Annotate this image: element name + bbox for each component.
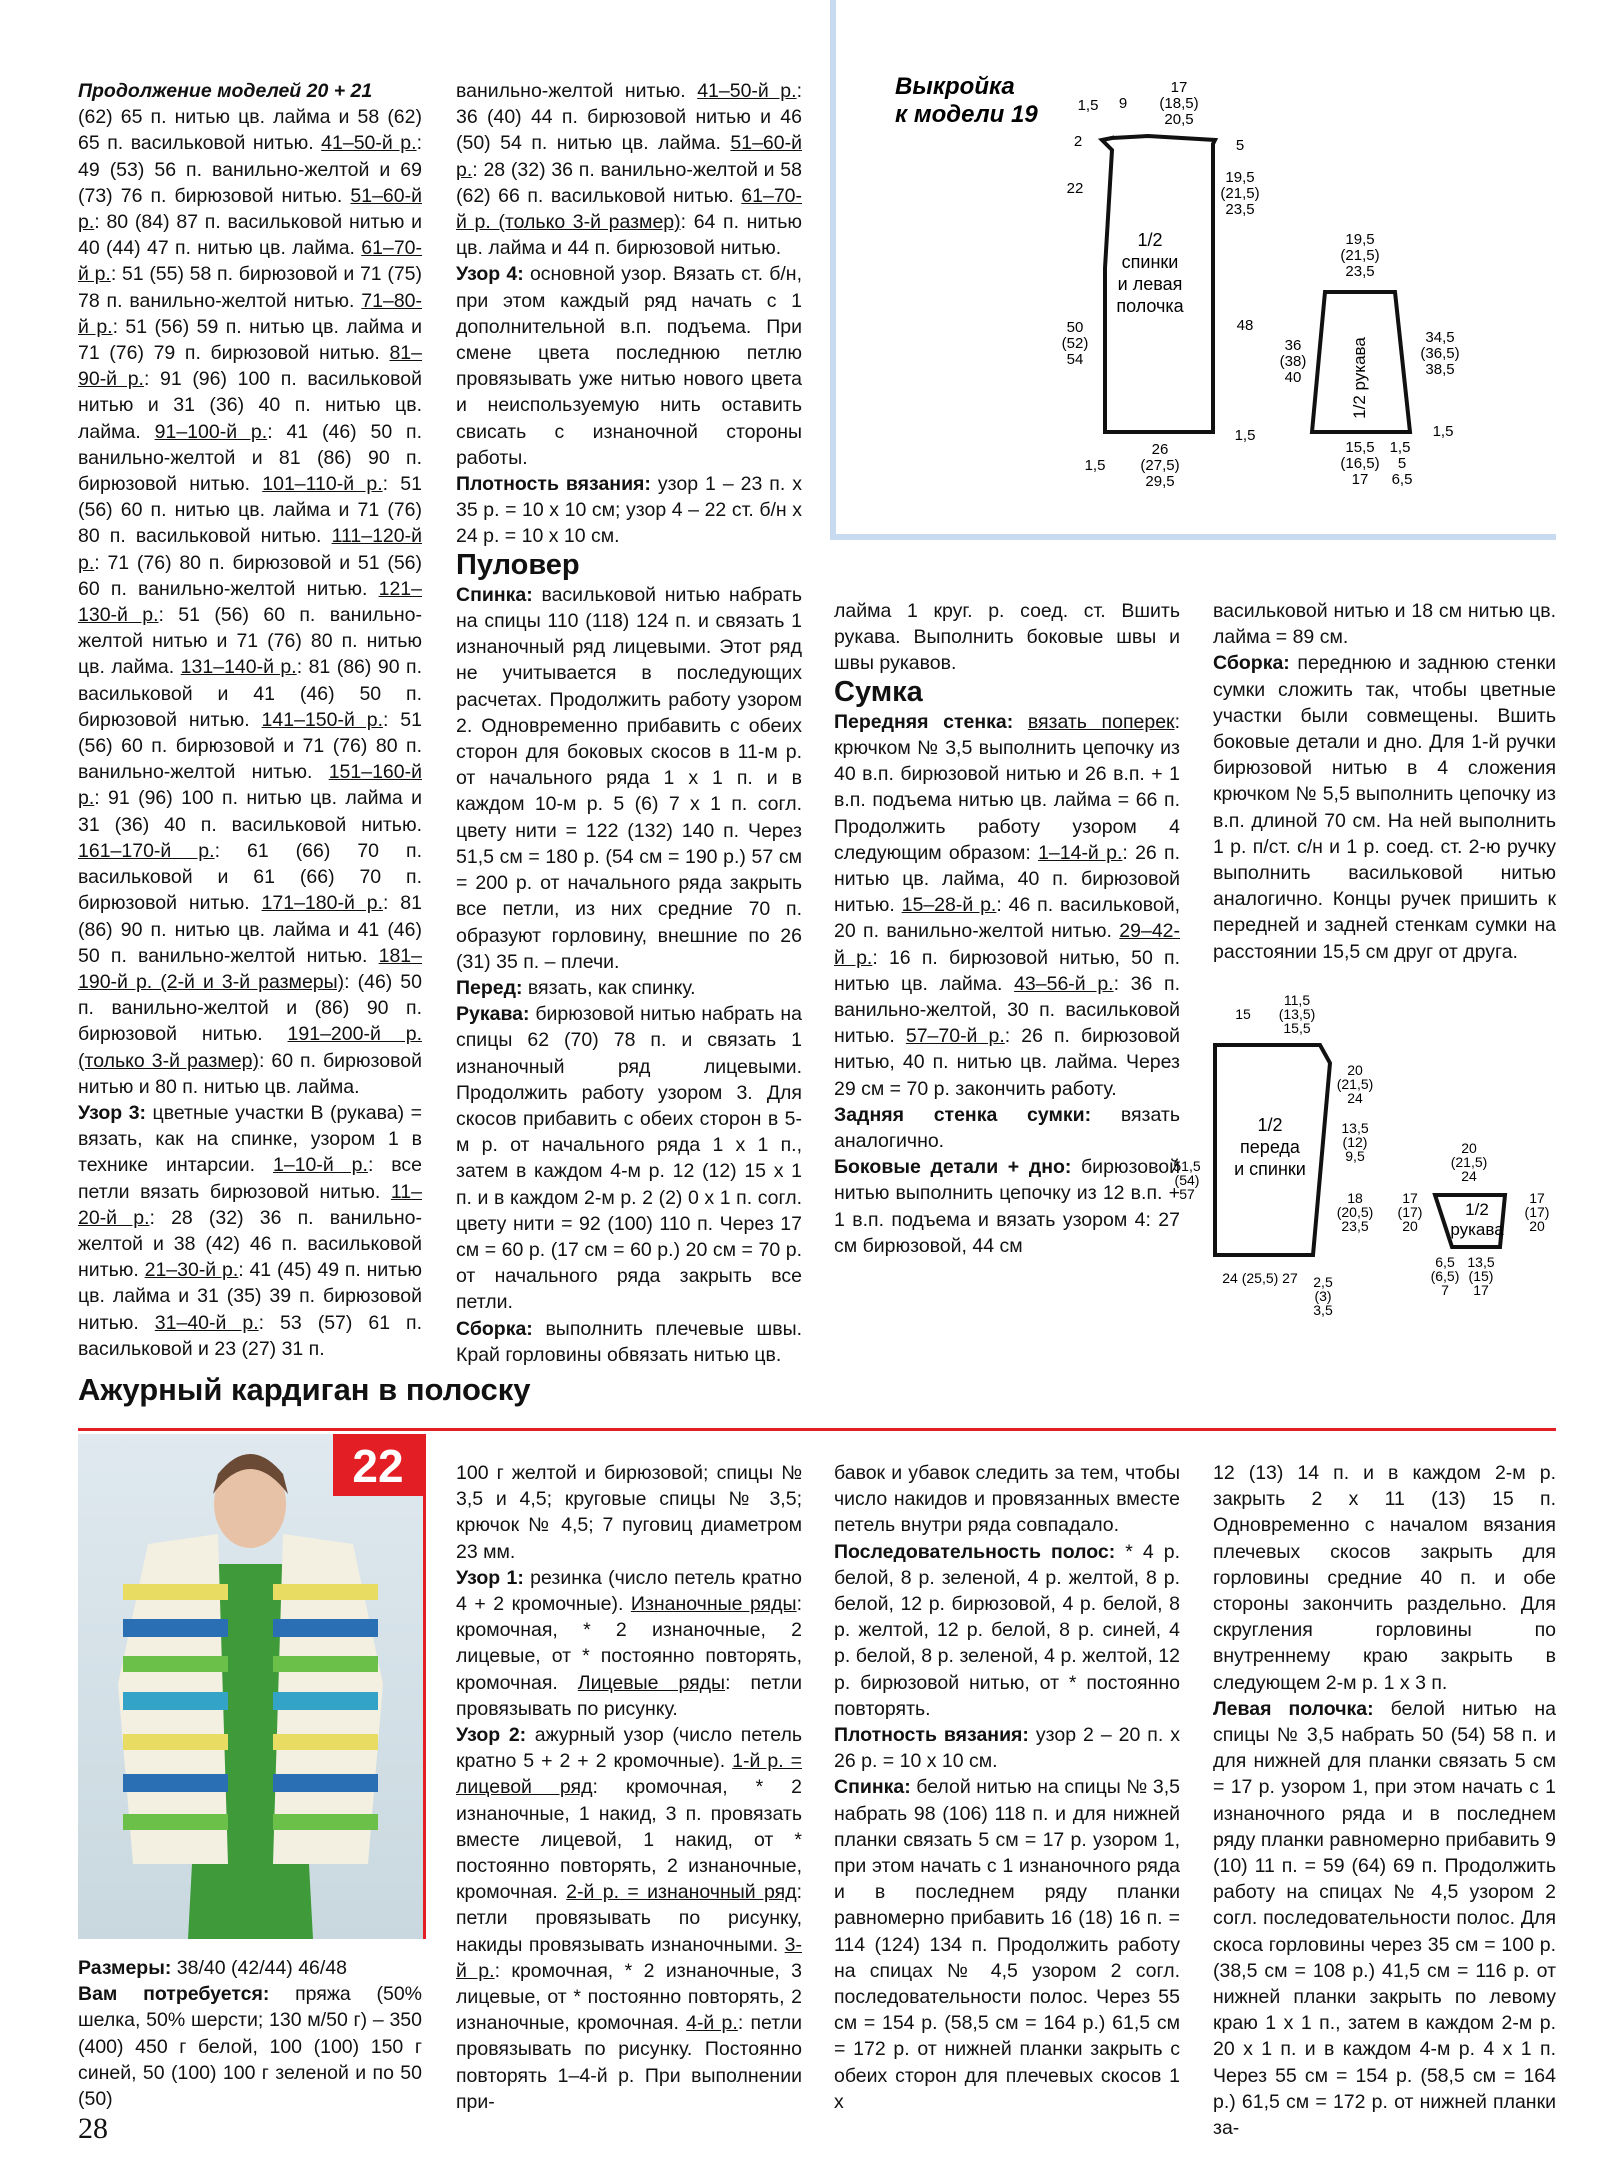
cardigan-column-1: [456, 1460, 802, 2115]
back-piece-label-3: и левая: [1117, 274, 1183, 294]
svg-text:(3): (3): [1314, 1288, 1332, 1304]
svg-text:18: 18: [1347, 1190, 1363, 1206]
paragraph: Размеры: 38/40 (42/44) 46/48: [78, 1957, 348, 1979]
svg-text:1,5: 1,5: [1084, 457, 1106, 474]
paragraph: бавок и убавок следить за тем, чтобы число накидов и провязанных вместе петель внутри ряда совпадало.: [834, 1462, 1180, 1537]
text-column-4: [1213, 598, 1556, 965]
paragraph: Плотность вязания: узор 2 – 20 п. х 26 р. = 10 х 10 см.: [834, 1724, 1180, 1773]
svg-text:(12): (12): [1342, 1134, 1368, 1150]
svg-text:1,5: 1,5: [1077, 97, 1099, 114]
paragraph: (62) 65 п. нитью цв. лайма и 58 (62) 65 п. васильковой нитью. 41–50-й р.: 49 (53) 56 п. ванильно-желтой и 69 (73) 76 п. бирюзовой нитью. 51–60-й р.: 80 (84) 87 п. васильковой нитью и 40 (44) 47 п. нитью цв. лайма. 61–70-й р.: 51 (55) 58 п. бирюзовой и 71 (75) 78 п. ванильно-желтой нитью. 71–80-й р.: 51 (56) 59 п. нитью цв. лайма и 71 (76) 79 п. бирюзовой нитью. 81–90-й р.: 91 (96) 100 п. васильковой нитью и 31 (36) 40 п. нитью цв. лайма. 91–100-й р.: 41 (46) 50 п. ванильно-желтой и 81 (86) 90 п. бирюзовой нитью. 101–110-й р.: 51 (56) 60 п. нитью цв. лайма и 71 (76) 80 п. васильковой нитью. 111–120-й р.: 71 (76) 80 п. бирюзовой и 51 (56) 60 п. ванильно-желтой нитью. 121–130-й р.: 51 (56) 60 п. ванильно-желтой нитью и 71 (76) 80 п. нитью цв. лайма. 131–140-й р.: 81 (86) 90 п. васильковой и 41 (46) 50 п. бирюзовой нитью. 141–150-й р.: 51 (56) 60 п. бирюзовой и 71 (76) 80 п. ванильно-желтой нитью. 151–160-й р.: 91 (96) 100 п. нитью цв. лайма и 31 (36) 40 п. васильковой нитью. 161–170-й р.: 61 (66) 70 п. васильковой и 61 (66) 70 п. бирюзовой нитью. 171–180-й р.: 81 (86) 90 п. нитью цв. лайма и 41 (46) 50 п. ванильно-желтой нитью. 181–190-й р. (2-й и 3-й размеры): (46) 50 п. ванильно-желтой и (86) 90 п. бирюзовой нитью. 191–200-й р. (только 3-й размер): 60 п. бирюзовой нитью и 80 п. нитью цв. лайма.: [78, 106, 423, 1098]
svg-text:2,5: 2,5: [1313, 1274, 1333, 1290]
svg-text:(52): (52): [1061, 335, 1089, 352]
pattern-19-diagram: [880, 60, 1540, 500]
paragraph: ванильно-желтой нитью. 41–50-й р.: 36 (40) 44 п. бирюзовой нитью и 46 (50) 54 п. нитью цв. лайма. 51–60-й р.: 28 (32) 36 п. ванильно-желтой и 58 (62) 66 п. васильковой нитью. 61–70-й р. (только 3-й размер): 64 п. нитью цв. лайма и 44 п. бирюзовой нитью.: [456, 80, 802, 260]
svg-text:19,5: 19,5: [1225, 169, 1255, 186]
svg-text:(6,5): (6,5): [1430, 1268, 1460, 1284]
svg-text:17: 17: [1473, 1282, 1489, 1298]
svg-text:20: 20: [1347, 1062, 1363, 1078]
paragraph: Спинка: васильковой нитью набрать на спицы 110 (118) 124 п. и связать 1 изнаночный ряд лицевыми. Этот ряд не учитывается в последующих расчетах. Продолжить работу узором 2. Одновременно прибавить с обеих сторон для боковых скосов в 11-м р. от начального ряда 1 х 1 п. и в каждом 10-м р. 5 (6) 7 х 1 п. согл. цвету нити = 122 (132) 140 п. Через 51,5 см = 180 р. (54 см = 190 р.) 57 см = 200 р. от начального ряда закрыть все петли, из них средние 70 п. образуют горловину, внешние по 26 (31) 35 п. – плечи.: [456, 583, 802, 973]
paragraph: Задняя стенка сумки: вязать аналогично.: [834, 1103, 1180, 1153]
text-column-1: [78, 78, 422, 1362]
cardigan-column-2: [834, 1460, 1180, 2115]
svg-text:24: 24: [1461, 1168, 1477, 1184]
model-number: 22: [352, 1440, 404, 1492]
paragraph: Сумка: [834, 675, 923, 708]
svg-text:17: 17: [1402, 1190, 1418, 1206]
svg-text:20: 20: [1461, 1140, 1477, 1156]
paragraph: 100 г желтой и бирюзовой; спицы № 3,5 и 4,5; круговые спицы № 3,5; крючок № 4,5; 7 пуговиц диаметром 23 мм.: [456, 1462, 802, 1563]
svg-text:48: 48: [1236, 317, 1254, 334]
paragraph: Рукава: бирюзовой нитью набрать на спицы 62 (70) 78 п. и связать 1 изнаночный ряд лицевыми. Продолжить работу узором 3. Для скосов прибавить с обеих сторон в 5-м р. от начального ряда 1 х 1 п., затем в каждом 4-м р. 12 (12) 15 х 1 п. и в каждом 2-м р. 2 (2) 0 х 1 п. согл. цвету нити = 92 (100) 110 п. Через 17 см = 60 р. (17 см = 60 р.) 20 см = 70 р. от начального ряда закрыть все петли.: [456, 1003, 802, 1314]
svg-text:(13,5): (13,5): [1278, 1006, 1316, 1022]
sleeve2-label-2: рукава: [1450, 1220, 1504, 1239]
svg-text:(17): (17): [1524, 1204, 1550, 1220]
svg-text:17: 17: [1170, 79, 1188, 96]
paragraph: васильковой нитью и 18 см нитью цв. лайма = 89 см.: [1213, 600, 1556, 649]
svg-text:(21,5): (21,5): [1340, 247, 1380, 264]
section-title: Ажурный кардиган в полоску: [78, 1372, 531, 1407]
svg-text:20: 20: [1402, 1218, 1418, 1234]
svg-text:38,5: 38,5: [1425, 361, 1455, 378]
svg-text:5: 5: [1397, 455, 1407, 472]
back-piece-label-1: 1/2: [1137, 230, 1163, 250]
svg-text:(21,5): (21,5): [1336, 1076, 1374, 1092]
svg-text:40: 40: [1284, 369, 1302, 386]
paragraph: Сборка: переднюю и заднюю стенки сумки сложить так, чтобы цветные участки были совмещены. Вшить боковые детали и дно. Для 1-й ручки бирюзовой нитью в 4 сложения крючком № 5,5 выполнить цепочку из в.п. длиной 70 см. На ней выполнить 1 р. п/ст. с/н и 1 р. соед. ст. 2-ю ручку выполнить васильковой нитью аналогично. Концы ручек пришить к передней и задней стенкам сумки на расстоянии 15,5 см друг от друга.: [1213, 652, 1556, 963]
materials-info: [78, 1955, 422, 2112]
svg-text:9,5: 9,5: [1345, 1148, 1365, 1164]
paragraph: Перед: вязать, как спинку.: [456, 976, 696, 999]
svg-text:5: 5: [1235, 137, 1245, 154]
svg-text:17: 17: [1529, 1190, 1545, 1206]
paragraph: Сборка: выполнить плечевые швы. Край горловины обвязать нитью цв.: [456, 1317, 802, 1366]
svg-text:13,5: 13,5: [1467, 1254, 1495, 1270]
paragraph: Плотность вязания: узор 1 – 23 п. х 35 р. = 10 х 10 см; узор 4 – 22 ст. б/н х 24 р. = 10 х 10 см.: [456, 473, 802, 548]
svg-text:20: 20: [1529, 1218, 1545, 1234]
svg-text:23,5: 23,5: [1341, 1218, 1369, 1234]
paragraph: Спинка: белой нитью на спицы № 3,5 набрать 98 (106) 118 п. и для нижней планки связать 5 см = 17 р. узором 1, при этом начать с 1 изнаночного ряда и в последнем ряду планки равномерно прибавить 16 (18) 16 п. = 114 (124) 134 п. Продолжить работу на спицах № 4,5 узором 2 согл. последовательности полос. Через 55 см = 154 р. (58,5 см = 164 р.) 61,5 см = 172 р. от нижней планки закрыть с обеих сторон для плечевых скосов 1 х: [834, 1776, 1180, 2113]
paragraph: Вам потребуется: пряжа (50% шелка, 50% шерсти; 130 м/50 г) – 350 (400) 450 г белой, 100 (100) 150 г синей, 50 (100) 100 г зеленой и по 50 (50): [78, 1983, 423, 2111]
svg-text:7: 7: [1441, 1282, 1449, 1298]
paragraph: Узор 1: резинка (число петель кратно 4 + 2 кромочные). Изнаночные ряды: кромочная, * 2 изнаночные, 2 лицевые, от * постоянно повторять, кромочная. Лицевые ряды: петли провязывать по рисунку.: [456, 1566, 802, 1720]
model-photo: [78, 1434, 426, 1939]
svg-text:6,5: 6,5: [1435, 1254, 1455, 1270]
svg-text:13,5: 13,5: [1341, 1120, 1369, 1136]
text-column-3: [834, 598, 1180, 1259]
svg-text:17: 17: [1351, 471, 1369, 488]
svg-text:23,5: 23,5: [1225, 201, 1255, 218]
svg-text:23,5: 23,5: [1345, 263, 1375, 280]
svg-text:19,5: 19,5: [1345, 231, 1375, 248]
pattern-19-title-2: к модели 19: [895, 101, 1038, 128]
svg-text:(17): (17): [1397, 1204, 1423, 1220]
svg-text:24 (25,5) 27: 24 (25,5) 27: [1222, 1270, 1298, 1286]
svg-text:(36,5): (36,5): [1420, 345, 1460, 362]
front-piece-label-1: 1/2: [1257, 1115, 1283, 1135]
svg-text:54: 54: [1066, 351, 1084, 368]
paragraph: лайма 1 круг. р. соед. ст. Вшить рукава. Выполнить боковые швы и швы рукавов.: [834, 600, 1180, 675]
svg-text:15,5: 15,5: [1283, 1020, 1311, 1036]
cardigan-column-3: [1213, 1460, 1556, 2141]
svg-text:20,5: 20,5: [1164, 111, 1194, 128]
paragraph: Пуловер: [456, 548, 580, 581]
paragraph: Узор 4: основной узор. Вязать ст. б/н, при этом каждый ряд начать с 1 дополнительной в.п. подъема. При смене цвета последнюю петлю провязывать уже нитью нового цвета и неиспользуемую нить оставить свисать с изнаночной стороны работы.: [456, 263, 802, 469]
svg-text:(16,5): (16,5): [1340, 455, 1380, 472]
svg-text:(27,5): (27,5): [1140, 457, 1180, 474]
front-piece-label-2: переда: [1240, 1137, 1300, 1157]
front-piece-label-3: и спинки: [1234, 1159, 1306, 1179]
svg-text:3,5: 3,5: [1313, 1302, 1333, 1318]
paragraph: Передняя стенка: вязать поперек: крючком № 3,5 выполнить цепочку из 40 в.п. бирюзовой нитью и 26 в.п. + 1 в.п. подъема нитью цв. лайма = 66 п. Продолжить работу узором 4 следующим образом: 1–14-й р.: 26 п. нитью цв. лайма, 40 п. бирюзовой нитью. 15–28-й р.: 46 п. васильковой, 20 п. ванильно-желтой нитью. 29–42-й р.: 16 п. бирюзовой нитью, 50 п. нитью цв. лайма. 43–56-й р.: 36 п. ванильно-желтой, 30 п. васильковой нитью. 57–70-й р.: 26 п. бирюзовой нитью, 40 п. нитью цв. лайма. Через 29 см = 70 р. закончить работу.: [834, 710, 1181, 1100]
svg-text:50: 50: [1066, 319, 1084, 336]
back-piece-label-4: полочка: [1116, 296, 1184, 316]
back-piece-label-2: спинки: [1121, 252, 1179, 272]
sleeve-label: 1/2 рукава: [1350, 337, 1369, 419]
svg-text:22: 22: [1066, 180, 1084, 197]
pattern-19-title-1: Выкройка: [895, 73, 1015, 100]
svg-text:51,5: 51,5: [1173, 1158, 1201, 1174]
svg-text:2: 2: [1073, 133, 1083, 150]
svg-text:(21,5): (21,5): [1220, 185, 1260, 202]
paragraph: Боковые детали + дно: бирюзовой нитью выполнить цепочку из 12 в.п. + 1 в.п. подъема и вязать узором 4: 27 см бирюзовой, 44 см: [834, 1156, 1180, 1257]
svg-text:36: 36: [1284, 337, 1302, 354]
svg-text:(15): (15): [1468, 1268, 1494, 1284]
pattern-20-diagram: [1165, 985, 1565, 1335]
svg-text:9: 9: [1118, 95, 1128, 112]
svg-text:57: 57: [1179, 1186, 1195, 1202]
svg-text:29,5: 29,5: [1145, 473, 1175, 490]
svg-text:1,5: 1,5: [1432, 423, 1454, 440]
svg-text:26: 26: [1151, 441, 1169, 458]
paragraph: 12 (13) 14 п. и в каждом 2-м р. закрыть 2 х 11 (13) 15 п. Одновременно с началом вязания плечевых скосов закрыть для горловины средние 40 п. и обе стороны закончить раздельно. Для скругления горловины по внутреннему краю закрыть в следующем 2-м р. 1 х 3 п.: [1213, 1462, 1556, 1694]
paragraph: Продолжение моделей 20 + 21: [78, 80, 373, 102]
paragraph: Последовательность полос: * 4 р. белой, 8 р. зеленой, 4 р. желтой, 8 р. белой, 12 р. бирюзовой, 4 р. белой, 8 р. желтой, 12 р. белой, 8 р. синей, 4 р. белой, 8 р. зеленой, 4 р. желтой, 12 р. бирюзовой нитью, от * постоянно повторять.: [834, 1540, 1181, 1720]
svg-text:(18,5): (18,5): [1159, 95, 1199, 112]
text-column-2: [456, 78, 802, 1368]
svg-text:1,5: 1,5: [1234, 427, 1256, 444]
svg-text:11,5: 11,5: [1283, 992, 1311, 1008]
model-photo-illustration: [78, 1434, 423, 1939]
svg-text:(38): (38): [1279, 353, 1307, 370]
svg-text:24: 24: [1347, 1090, 1363, 1106]
paragraph: Левая полочка: белой нитью на спицы № 3,5 набрать 50 (54) 58 п. и для нижней для планки связать 5 см = 17 р. узором 1, при этом начать с 1 изнаночного ряда и в последнем ряду планки равномерно прибавить 9 (10) 11 п. = 59 (64) 69 п. Продолжить работу на спицах № 4,5 узором 2 согл. последовательности полос. Для скоса горловины через 35 см = 100 р. (38,5 см = 108 р.) 41,5 см = 116 р. от нижней планки закрыть по левому краю 1 х 1 п., затем в каждом 2-м р. 20 х 1 п. и в каждом 4-м р. 4 х 1 п. Через 55 см = 154 р. (58,5 см = 164 р.) 61,5 см = 172 р. от нижней планки за-: [1213, 1697, 1556, 2140]
section-rule: [78, 1428, 1556, 1431]
svg-text:15,5: 15,5: [1345, 439, 1375, 456]
svg-text:(21,5): (21,5): [1450, 1154, 1488, 1170]
svg-text:6,5: 6,5: [1391, 471, 1413, 488]
svg-text:1,5: 1,5: [1389, 439, 1411, 456]
page-number: 28: [78, 2112, 108, 2145]
paragraph: Узор 2: ажурный узор (число петель кратно 5 + 2 + 2 кромочные). 1-й р. = лицевой ряд: кромочная, * 2 изнаночные, 1 накид, 3 п. провязать вместе лицевой, 1 накид, от * постоянно повторять, 2 изнаночные, кромочная. 2-й р. = изнаночный ряд: петли провязывать по рисунку, накиды провязывать изнаночными. 3-й р.: кромочная, * 2 изнаночные, 3 лицевые, от * постоянно повторять, 2 изнаночные, кромочная. 4-й р.: петли провязывать по рисунку. Постоянно повторять 1–4-й р. При выполнении при-: [456, 1724, 803, 2113]
svg-text:(20,5): (20,5): [1336, 1204, 1374, 1220]
svg-text:(54): (54): [1174, 1172, 1200, 1188]
sleeve2-label-1: 1/2: [1465, 1200, 1489, 1219]
svg-text:15: 15: [1235, 1006, 1251, 1022]
paragraph: Узор 3: цветные участки В (рукава) = вязать, как на спинке, узором 1 в технике интарсии. 1–10-й р.: все петли вязать бирюзовой нитью. 11–20-й р.: 28 (32) 36 п. ванильно-желтой и 38 (42) 46 п. васильковой нитью. 21–30-й р.: 41 (45) 49 п. нитью цв. лайма и 31 (35) 39 п. бирюзовой нитью. 31–40-й р.: 53 (57) 61 п. васильковой и 23 (27) 31 п.: [78, 1101, 423, 1360]
svg-text:34,5: 34,5: [1425, 329, 1455, 346]
